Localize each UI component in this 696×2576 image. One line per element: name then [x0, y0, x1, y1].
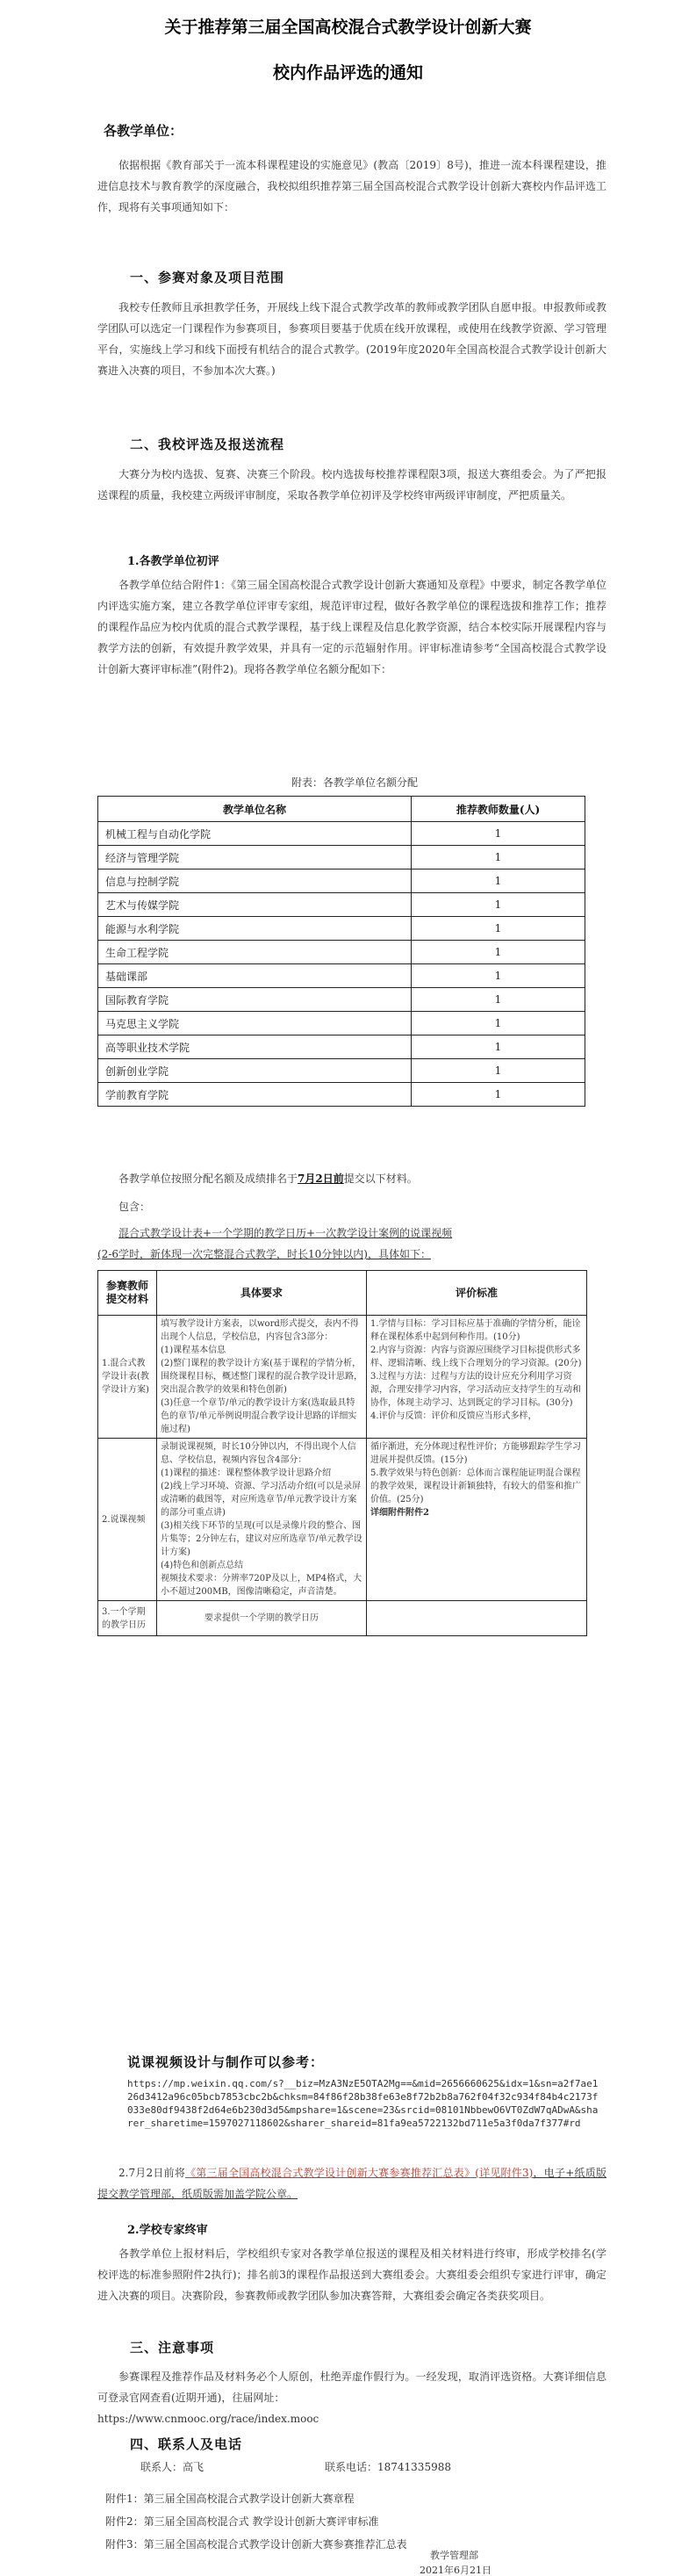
includes-line: 包含： — [118, 1201, 151, 1213]
criteria-line: 5.教学效果与特色创新：总体而言课程能证明混合课程的教学效果，课程设计新颖独特，有较大的借鉴和推广价值。(25分) — [370, 1468, 581, 1504]
materials-note: 混合式教学设计表+一个学期的教学日历+一次教学设计案例的说课视频 (2-6学时，新体现一次完整混合式教学，时长10分钟以内)，具体如下： — [97, 1227, 453, 1260]
quota-table-row — [98, 1035, 585, 1059]
materials-table-row — [98, 1316, 587, 1439]
quota-table-row — [98, 964, 585, 988]
quota-count: 1 — [412, 869, 585, 893]
material-criteria — [367, 1316, 587, 1439]
section2-heading: 二、我校评选及报送流程 — [130, 437, 285, 452]
quota-unit-name: 高等职业技术学院 — [98, 1035, 412, 1059]
quota-table-row — [98, 1059, 585, 1083]
requirement-line: (2)线上学习环境、资源、学习活动介绍(可以是录屏或清晰的截图等，对应所选章节/单元教学设计方案的部分可重点讲) — [161, 1482, 362, 1518]
quota-table-row — [98, 822, 585, 846]
intro-paragraph: 依据根据《教育部关于一流本科课程建设的实施意见》(教高〔2019〕8号)，推进一流本科课程建设，推进信息技术与教育教学的深度融合，我校拟组织推荐第三届全国高校混合式教学设计创新大赛校内作品评选工作，现将有关事项通知如下： — [97, 159, 606, 213]
section4-heading: 四、联系人及电话 — [130, 2436, 243, 2452]
table1-caption: 附表：各教学单位名额分配 — [291, 776, 419, 789]
quota-count: 1 — [412, 846, 585, 869]
document-title-line2: 校内作品评选的通知 — [272, 63, 423, 83]
material-requirements — [157, 1601, 367, 1636]
signature-dept: 教学管理部 — [430, 2550, 478, 2561]
material-name: 1.混合式教学设计表(教学设计方案) — [98, 1316, 157, 1439]
quota-table-header-count: 推荐教师数量(人) — [412, 797, 585, 822]
quota-unit-name: 国际教育学院 — [98, 988, 412, 1012]
materials-table — [97, 1270, 587, 1636]
video-reference-heading: 说课视频设计与制作可以参考： — [127, 2054, 325, 2070]
materials-table-header-requirement: 具体要求 — [157, 1271, 367, 1316]
quota-count: 1 — [412, 1059, 585, 1083]
quota-table-row — [98, 941, 585, 964]
attachment-2: 附件2：第三届全国高校混合式 教学设计创新大赛评审标准 — [105, 2515, 379, 2528]
criteria-line: 详细附件附件2 — [370, 1508, 429, 1518]
requirement-line: (3)任意一个章节/单元的教学设计方案(选取最具特色的章节/单元举例说明混合教学设计思路的详细实施过程) — [161, 1398, 357, 1434]
criteria-line: 循序渐进，充分体现过程性评价；方能够跟踪学生学习进展并提供反馈。(15分) — [370, 1442, 581, 1465]
criteria-line: 3.过程与方法：过程与方法的设计应充分利用学习资源，合理安排学习内容，学习活动应支持学生的互动和协作，体现主动学习、达到既定的学习目标。(30分) — [370, 1372, 581, 1408]
quota-count: 1 — [412, 917, 585, 941]
salutation: 各教学单位： — [104, 123, 183, 139]
criteria-line: 2.内容与资源：内容与资源应围绕学习目标提供形式多样、逻辑清晰、线上线下合理划分的学习资源。(20分) — [370, 1346, 582, 1368]
signature-date: 2021年6月21日 — [420, 2565, 492, 2576]
material-requirements — [157, 1316, 367, 1439]
quota-table-row — [98, 1083, 585, 1107]
quota-unit-name: 经济与管理学院 — [98, 846, 412, 869]
material-name: 3.一个学期的教学日历 — [98, 1601, 157, 1636]
quota-count: 1 — [412, 893, 585, 917]
video-reference-link[interactable]: https://mp.weixin.qq.com/s?__biz=MzA3NzE5OTA2Mg==&mid=2656660625&idx=1&sn=a2f7ae126d3412a96c05bcb7853cbc2b&chksm=84f86f28b38fe63e8f72b2b8a762f04f32c934f84b4c2173f033e80df9438f2d64e6b230d3d5&mpshare=1&scene=23&srcid=08101NbbewO6VT0ZdW7qADwA&sharer_sharetime=1597027118602&sharer_shareid=81fa9ea5722132bd711e5a3f0da7f377#rd — [127, 2078, 599, 2129]
requirement-line: (4)特色和创新点总结 — [161, 1561, 244, 1570]
criteria-line: 4.评价与反馈：评价和反馈应当形式多样， — [370, 1411, 537, 1421]
quota-count: 1 — [412, 941, 585, 964]
submission-deadline-line: 各教学单位按照分配名额及成绩排名于7月2日前提交以下材料。 — [118, 1173, 418, 1185]
materials-table-header-material: 参赛教师提交材料 — [98, 1271, 157, 1316]
materials-table-header-criteria: 评价标准 — [367, 1271, 587, 1316]
document-title-line1: 关于推荐第三届全国高校混合式教学设计创新大赛 — [164, 18, 532, 37]
requirement-line: (1)课程基本信息 — [161, 1346, 226, 1355]
quota-unit-name: 生命工程学院 — [98, 941, 412, 964]
subsection2-heading: 2.学校专家终审 — [127, 2224, 208, 2237]
section1-body: 我校专任教师且承担教学任务，开展线上线下混合式教学改革的教师或教学团队自愿申报。申报教师或教学团队可以选定一门课程作为参赛项目，参赛项目要基于优质在线开放课程，或使用在线教学资源、学习管理平台，实施线上学习和线下面授有机结合的混合式教学。(2019年度2020年全国高校混合式教学设计创新大赛进入决赛的项目，不参加本次大赛。) — [97, 301, 606, 377]
materials-table-row — [98, 1601, 587, 1636]
material-name: 2.说课视频 — [98, 1439, 157, 1601]
quota-count: 1 — [412, 1083, 585, 1107]
attachment-1: 附件1：第三届全国高校混合式教学设计创新大赛章程 — [105, 2493, 355, 2505]
quota-table-header-unit: 教学单位名称 — [98, 797, 412, 822]
section3-heading: 三、注意事项 — [130, 2340, 215, 2356]
section2-body: 大赛分为校内选拔、复赛、决赛三个阶段。校内选拔每校推荐课程限3项，报送大赛组委会。为了严把报送课程的质量，我校建立两级评审制度，采取各教学单位初评及学校终审两级评审制度，严把质量关。 — [97, 468, 606, 501]
material-requirements — [157, 1439, 367, 1601]
quota-table-row — [98, 846, 585, 869]
quota-unit-name: 创新创业学院 — [98, 1059, 412, 1083]
requirement-line: 填写教学设计方案表，以word形式提交，表内不得出现个人信息，学校信息，内容包含3部分： — [161, 1319, 359, 1342]
quota-table — [97, 796, 585, 1107]
summary-form-reference: 《第三届全国高校混合式教学设计创新大赛参赛推荐汇总表》(详见附件3) — [185, 2167, 534, 2179]
quota-unit-name: 马克思主义学院 — [98, 1012, 412, 1035]
past-site-url[interactable]: https://www.cnmooc.org/race/index.mooc — [97, 2413, 319, 2425]
quota-count: 1 — [412, 988, 585, 1012]
requirement-line: (2)整门课程的教学设计方案(基于课程的学情分析，围绕课程目标，概述整门课程的混合教学设计思路，突出混合教学的效果和特色创新) — [161, 1359, 362, 1395]
quota-table-row — [98, 917, 585, 941]
section1-heading: 一、参赛对象及项目范围 — [130, 270, 285, 285]
quota-table-row — [98, 1012, 585, 1035]
quota-unit-name: 艺术与传媒学院 — [98, 893, 412, 917]
material-criteria — [367, 1439, 587, 1601]
quota-count: 1 — [412, 822, 585, 846]
requirement-line: 视频技术要求：分辨率720P及以上，MP4格式，大小不超过200MB，图像清晰稳定，声音清楚。 — [161, 1574, 362, 1597]
requirement-line: 录制说课视频，时长10分钟以内，不得出现个人信息、学校信息，视频内容包含4部分： — [161, 1442, 356, 1465]
quota-unit-name: 机械工程与自动化学院 — [98, 822, 412, 846]
quota-count: 1 — [412, 964, 585, 988]
requirement-line: 要求提供一个学期的教学日历 — [204, 1613, 319, 1623]
quota-table-row — [98, 988, 585, 1012]
quota-unit-name: 学前教育学院 — [98, 1083, 412, 1107]
quota-table-row — [98, 869, 585, 893]
quota-table-row — [98, 893, 585, 917]
quota-unit-name: 基础课部 — [98, 964, 412, 988]
submit-instruction: 2.7月2日前将《第三届全国高校混合式教学设计创新大赛参赛推荐汇总表》(详见附件3)，电子+纸质版提交教学管理部，纸质版需加盖学院公章。 — [97, 2167, 606, 2200]
section3-body: 参赛课程及推荐作品及材料务必个人原创，杜绝弄虚作假行为。一经发现，取消评选资格。大赛详细信息可登录官网查看(近期开通)，往届网址： https://www.cnmooc.org/race/index.mooc — [97, 2370, 606, 2425]
subsection1-body: 各教学单位结合附件1：《第三届全国高校混合式教学设计创新大赛通知及章程》中要求，制定各教学单位内评选实施方案，建立各教学单位评审专家组，规范评审过程，做好各教学单位的课程选拔和推荐工作；推荐的课程作品应为校内优质的混合式教学课程，基于线上课程及信息化教学资源，结合本校实际开展课程内容与教学方法的创新，有效提升教学效果，并具有一定的示范辐射作用。评审标准请参考“全国高校混合式教学设计创新大赛评审标准”(附件2)。现将各教学单位名额分配如下： — [97, 579, 606, 675]
material-criteria — [367, 1601, 587, 1636]
subsection2-body: 各教学单位上报材料后，学校组织专家对各教学单位报送的课程及相关材料进行终审，形成学校排名(学校评选的标准参照附件2执行)；排名前3的课程作品报送到大赛组委会。大赛组委会组织专家进行评审，确定进入决赛的项目。决赛阶段，参赛教师或教学团队参加决赛答辩，大赛组委会确定各类获奖项目。 — [97, 2248, 606, 2302]
quota-count: 1 — [412, 1035, 585, 1059]
deadline-date: 7月2日前 — [298, 1173, 344, 1185]
subsection1-heading: 1.各教学单位初评 — [127, 555, 219, 568]
contact-phone: 联系电话：18741335988 — [325, 2461, 451, 2473]
quota-count: 1 — [412, 1012, 585, 1035]
quota-unit-name: 能源与水利学院 — [98, 917, 412, 941]
criteria-line: 1.学情与目标：学习目标应基于准确的学情分析，能诠释在课程体系中起到何种作用。(10分) — [370, 1319, 581, 1342]
requirement-line: (1)课程的描述：课程整体教学设计思路介绍 — [161, 1468, 332, 1478]
materials-table-row — [98, 1439, 587, 1601]
attachment-3: 附件3：第三届全国高校混合式教学设计创新大赛参赛推荐汇总表 — [105, 2538, 407, 2551]
requirement-line: (3)相关线下环节的呈现(可以是录像片段的整合、图片集等；2分钟左右，建议对应所选章节/单元教学设计方案) — [161, 1521, 362, 1557]
contact-person: 联系人：高飞 — [140, 2461, 204, 2473]
quota-unit-name: 信息与控制学院 — [98, 869, 412, 893]
